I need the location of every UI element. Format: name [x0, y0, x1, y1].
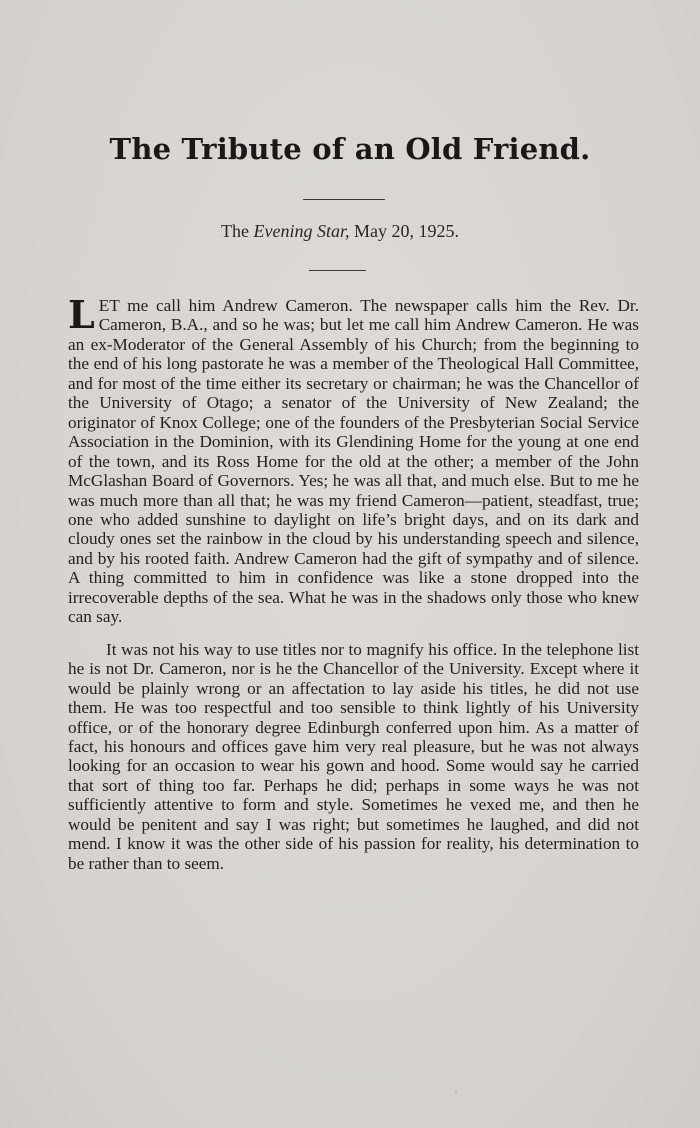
article-body	[68, 292, 639, 873]
paragraph-2	[68, 640, 639, 873]
paragraph-1	[68, 292, 639, 627]
title-divider	[303, 199, 385, 200]
paper-speck	[455, 1090, 457, 1094]
paragraph-1-text: ET me call him Andrew Cameron. The newspaper calls him the Rev. Dr. Cameron, B.A., and so he was; but let me call him Andrew Cameron. He was an ex-Moderator of the General Assembly of his Church; from the beginning to the end of his long pastorate he was a member of the Theological Hall Committee, and for most of the time either its secretary or chairman; he was the Chancellor of the University of Otago; a senator of the University of New Zealand; the originator of Knox College; one of the founders of the Presbyterian Social Service Association in the Dominion, with its Glendining Home for the young at one end of the town, and its Ross Home for the old at the other; a member of the John McGlashan Board of Governors. Yes; he was all that, and much else. But to me he was much more than all that; he was my friend Cameron—patient, steadfast, true; one who added sunshine to daylight on life’s bright days, and on its dark and cloudy ones set the rainbow in the cloud by his understanding speech and silence, and by his rooted faith. Andrew Cameron had the gift of sympathy and of silence. A thing committed to him in confidence was like a stone dropped into the irrecoverable depths of the sea. What he was in the shadows only those who knew can say.	[68, 296, 639, 627]
source-publication: Evening Star,	[253, 221, 350, 241]
drop-cap: L	[68, 292, 95, 337]
source-prefix: The	[221, 221, 254, 241]
source-divider	[309, 270, 366, 271]
source-citation	[0, 221, 680, 242]
source-date: May 20, 1925.	[349, 221, 459, 241]
page-title: The Tribute of an Old Friend.	[109, 132, 591, 166]
paragraph-2-text: It was not his way to use titles nor to magnify his office. In the telephone list he is not Dr. Cameron, nor is he the Chancellor of the University. Except where it would be plainly wrong or an affectation to lay aside his titles, he did not use them. He was too respectful and too sensible to think lightly of his University office, or of the honorary degree Edinburgh conferred upon him. As a matter of fact, his honours and offices gave him very real pleasure, but he was not always looking for an occasion to wear his gown and hood. Some would say he carried that sort of thing too far. Perhaps he did; perhaps in some ways he was not sufficiently attentive to form and style. Sometimes he vexed me, and then he would be penitent and say I was right; but sometimes he laughed, and did not mend. I know it was the other side of his passion for reality, his determination to be rather than to seem.	[68, 639, 639, 873]
